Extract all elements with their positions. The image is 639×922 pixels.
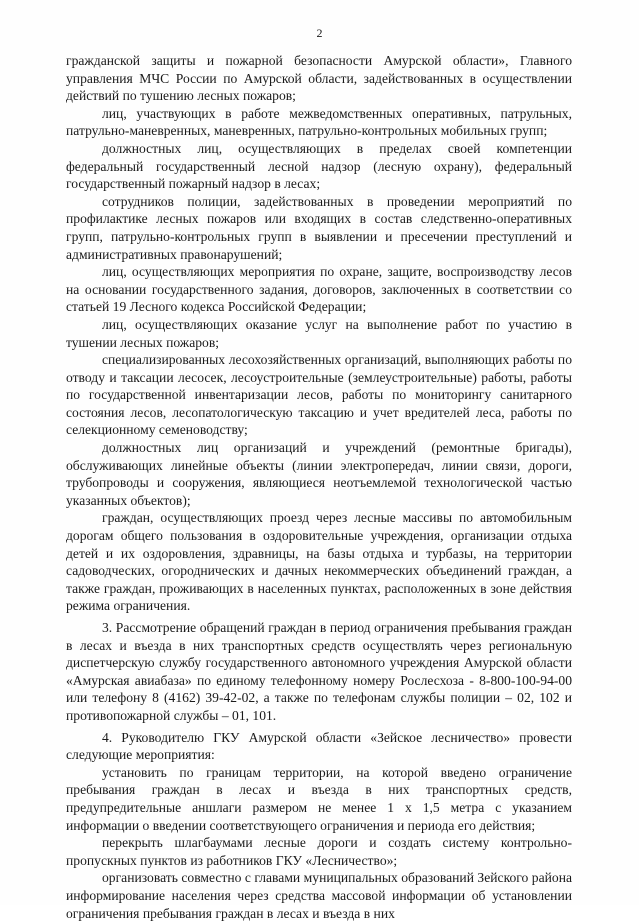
- paragraph: перекрыть шлагбаумами лесные дороги и создать систему контрольно-пропускных пунктов из работников ГКУ «Лесничество»;: [66, 835, 572, 868]
- paragraph: установить по границам территории, на которой введено ограничение пребывания граждан в лесах и въезда в них транспортных средств, предупредительные аншлаги размером не менее 1 х 1,5 метра с указанием информации о введении соответствующего ограничения и периода его действия;: [66, 764, 572, 833]
- paragraph: специализированных лесохозяйственных организаций, выполняющих работы по отводу и таксации лесосек, лесоустроительные (землеустроительные) работы, работы по государственной инвентаризации лесов, работы по мониторингу санитарного состояния лесов, лесопатологическую таксацию и учет вредителей леса, работы по селекционному семеноводству;: [66, 352, 572, 438]
- paragraph: лиц, осуществляющих оказание услуг на выполнение работ по участию в тушении лесных пожаров;: [66, 316, 572, 350]
- paragraph-item-4: 4. Руководителю ГКУ Амурской области «Зейское лесничество» провести следующие мероприятия:: [66, 729, 572, 763]
- paragraph-item-3: 3. Рассмотрение обращений граждан в период ограничения пребывания граждан в лесах и въезда в них транспортных средств осуществлять через региональную диспетчерскую службу государственного автономного учреждения Амурской области «Амурская авиабаза» по единому телефонному номеру Рослесхоза - 8-800-100-94-00 или телефону 8 (4162) 39-42-02, а также по телефонам службы полиции – 02, 102 и противопожарной службы – 01, 101.: [66, 620, 572, 723]
- paragraph: лиц, осуществляющих мероприятия по охране, защите, воспроизводству лесов на основании государственного задания, договоров, заключенных в соответствии со статьей 19 Лесного кодекса Российской Федерации;: [66, 264, 572, 315]
- paragraph: сотрудников полиции, задействованных в проведении мероприятий по профилактике лесных пожаров или входящих в состав следственно-оперативных групп, патрульно-контрольных групп в выявлении и пресечении преступлений и административных правонарушений;: [66, 193, 572, 262]
- paragraph: организовать совместно с главами муниципальных образований Зейского района информирование населения через средства массовой информации об установлении ограничения пребывания граждан в лесах и въезда в них: [66, 870, 572, 921]
- paragraph: лиц, участвующих в работе межведомственных оперативных, патрульных, патрульно-маневренных, маневренных, патрульно-контрольных мобильных групп;: [66, 105, 572, 139]
- paragraph: должностных лиц организаций и учреждений (ремонтные бригады), обслуживающих линейные объекты (линии электропередач, линии связи, дороги, трубопроводы и сооружения, являющиеся неотъемлемой технологической частью указанных объектов);: [66, 440, 572, 508]
- paragraph: гражданской защиты и пожарной безопасности Амурской области», Главного управления МЧС России по Амурской области, задействованных в осуществлении действий по тушению лесных пожаров;: [66, 53, 572, 104]
- page-number: 2: [316, 26, 323, 40]
- paragraph: граждан, осуществляющих проезд через лесные массивы по автомобильным дорогам общего пользования в оздоровительные учреждения, организации отдыха детей и их оздоровления, здравницы, на базы отдыха и турбазы, на территории садоводческих, огороднических и дачных некоммерческих объединений граждан, а также граждан, проживающих в населенных пунктах, расположенных в зоне действия режима ограничения.: [66, 510, 572, 614]
- document-body: [66, 52, 572, 922]
- paragraph: должностных лиц, осуществляющих в пределах своей компетенции федеральный государственный лесной надзор (лесную охрану), федеральный государственный пожарный надзор в лесах;: [66, 140, 572, 192]
